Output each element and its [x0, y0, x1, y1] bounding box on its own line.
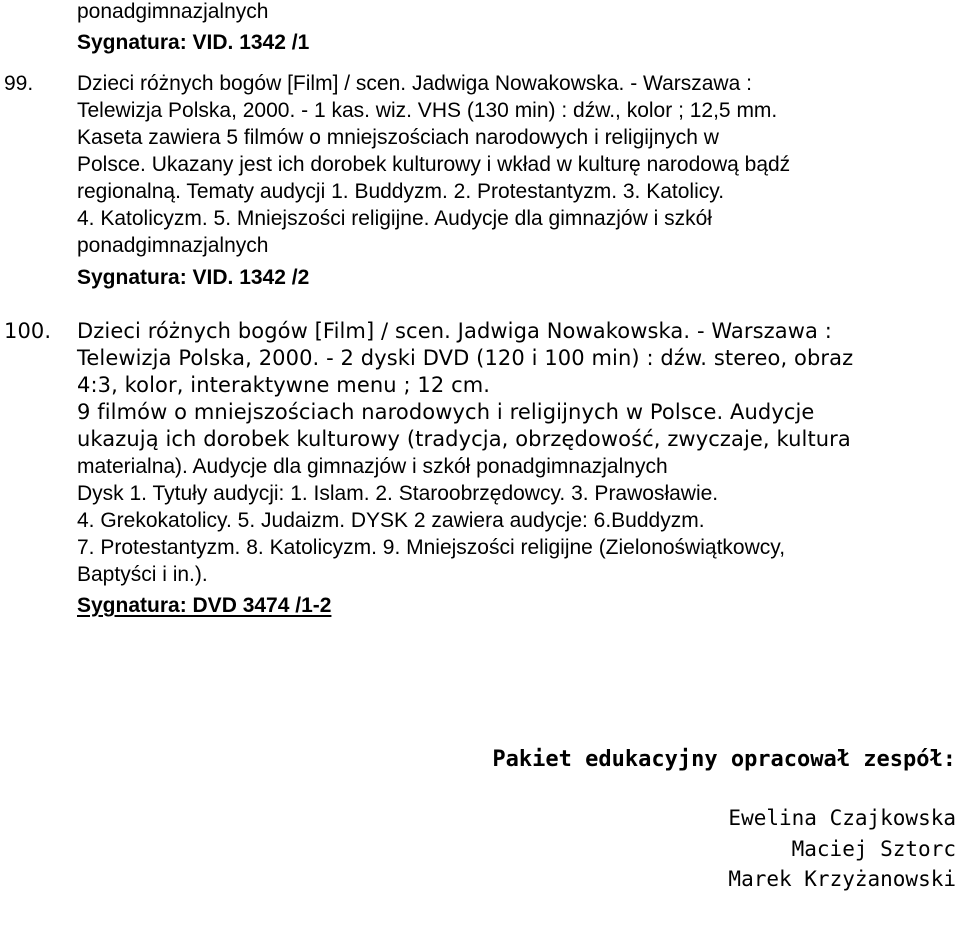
- entry-text-line: Polsce. Ukazany jest ich dorobek kulturowy i wkład w kulturę narodową bądź: [77, 153, 791, 176]
- entry-text-line: ponadgimnazjalnych: [77, 234, 269, 257]
- team-heading: Pakiet edukacyjny opracował zespół:: [492, 747, 956, 772]
- entry-text-line: 4. Katolicyzm. 5. Mniejszości religijne. Audycje dla gimnazjów i szkół: [77, 207, 712, 230]
- entry-text-line: 4. Grekokatolicy. 5. Judaizm. DYSK 2 zawiera audycje: 6.Buddyzm.: [77, 509, 705, 532]
- entry-text-line: Telewizja Polska, 2000. - 1 kas. wiz. VHS (130 min) : dźw., kolor ; 12,5 mm.: [77, 99, 778, 122]
- team-member: Marek Krzyżanowski: [728, 867, 956, 891]
- entry-signature: Sygnatura: DVD 3474 /1-2: [77, 594, 332, 617]
- entry-text-line: Telewizja Polska, 2000. - 2 dyski DVD (120 i 100 min) : dźw. stereo, obraz: [77, 346, 854, 370]
- entry-text-line: materialna). Audycje dla gimnazjów i szkół ponadgimnazjalnych: [77, 455, 668, 478]
- entry-text-line: 7. Protestantyzm. 8. Katolicyzm. 9. Mniejszości religijne (Zielonoświątkowcy,: [77, 536, 786, 559]
- entry-text-line: Dzieci różnych bogów [Film] / scen. Jadwiga Nowakowska. - Warszawa :: [77, 319, 832, 343]
- entry-number: 100.: [4, 319, 52, 343]
- entry-text-line: ukazują ich dorobek kulturowy (tradycja, obrzędowość, zwyczaje, kultura: [77, 427, 851, 451]
- entry-text-line: regionalną. Tematy audycji 1. Buddyzm. 2. Protestantyzm. 3. Katolicy.: [77, 180, 725, 203]
- entry-text-line: 4:3, kolor, interaktywne menu ; 12 cm.: [77, 373, 491, 397]
- team-member: Ewelina Czajkowska: [728, 806, 956, 830]
- entry-text-line: Baptyści i in.).: [77, 563, 208, 586]
- entry-text-line: Kaseta zawiera 5 filmów o mniejszościach narodowych i religijnych w: [77, 126, 719, 149]
- entry-text-line: Dysk 1. Tytuły audycji: 1. Islam. 2. Staroobrzędowcy. 3. Prawosławie.: [77, 482, 719, 505]
- entry-text-line: Dzieci różnych bogów [Film] / scen. Jadwiga Nowakowska. - Warszawa :: [77, 72, 752, 95]
- entry-signature: Sygnatura: VID. 1342 /2: [77, 266, 310, 289]
- entry-continuation-text: ponadgimnazjalnych: [77, 0, 269, 23]
- entry-text-line: 9 filmów o mniejszościach narodowych i religijnych w Polsce. Audycje: [77, 400, 815, 424]
- team-member: Maciej Sztorc: [791, 837, 956, 861]
- entry-number: 99.: [4, 72, 34, 95]
- entry-signature: Sygnatura: VID. 1342 /1: [77, 31, 310, 54]
